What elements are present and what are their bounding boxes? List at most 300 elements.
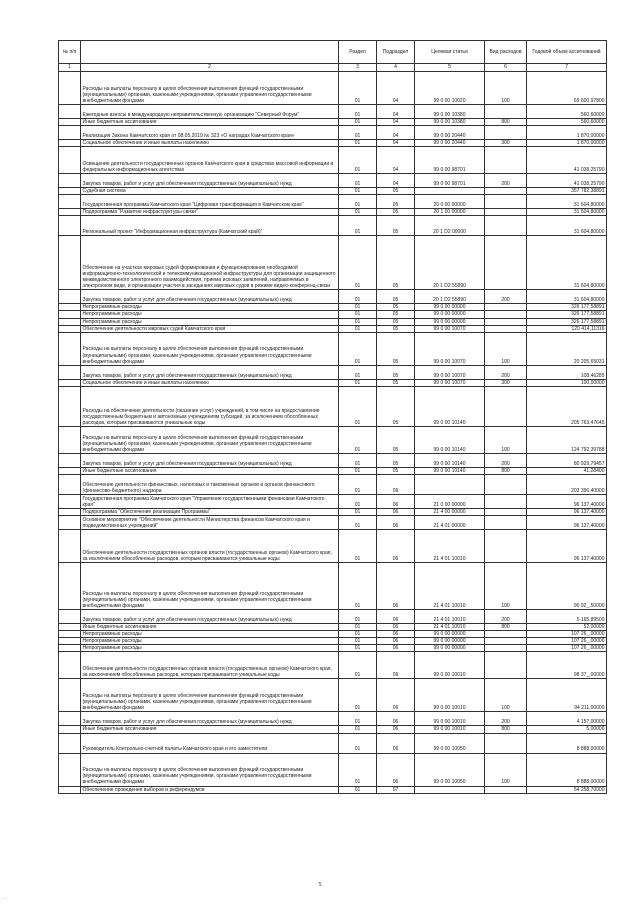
table-row xyxy=(59,508,607,515)
sum-cell: 31 604,80000 xyxy=(527,195,607,209)
csr-cell: 99 0 00 10380 xyxy=(415,105,485,119)
csr-cell: 21 4 00 00000 xyxy=(415,508,485,515)
csr-cell: 99 0 00 10020 xyxy=(415,72,485,105)
csr-cell: 99 0 00 20440 xyxy=(415,126,485,140)
item-name-cell: Закупка товаров, работ и услуг для обеспечения государственных (муниципальных) нужд xyxy=(81,453,339,467)
podrazdel-cell: 06 xyxy=(377,726,415,733)
num-cell xyxy=(59,726,81,733)
table-row xyxy=(59,467,607,474)
table-row xyxy=(59,638,607,645)
vr-cell: 100 xyxy=(485,753,527,786)
sum-cell: 94 211,00000 xyxy=(527,679,607,712)
vr-cell xyxy=(485,304,527,311)
table-row xyxy=(59,311,607,318)
vr-cell xyxy=(485,209,527,216)
item-name-cell: Подпрограмма "Развитие инфраструктуры связи" xyxy=(81,209,339,216)
table-row xyxy=(59,679,607,712)
razdel-cell: 01 xyxy=(339,174,377,188)
podrazdel-cell: 06 xyxy=(377,645,415,652)
table-row xyxy=(59,147,607,174)
sum-cell: 108,46285 xyxy=(527,365,607,379)
vr-cell xyxy=(485,147,527,174)
sum-cell: 31 604,80000 xyxy=(527,209,607,216)
razdel-cell: 01 xyxy=(339,624,377,631)
col-index: 6 xyxy=(485,64,527,72)
vr-cell: 200 xyxy=(485,174,527,188)
item-name-cell: Реализация Закона Камчатского края от 08.05.2019 № 323 «О наградах Камчатского края» xyxy=(81,126,339,140)
sum-cell: 41 038,25790 xyxy=(527,147,607,174)
sum-cell: 100,00000 xyxy=(527,379,607,386)
header-name xyxy=(81,41,339,64)
podrazdel-cell: 05 xyxy=(377,453,415,467)
sum-cell: 31 604,80000 xyxy=(527,216,607,236)
razdel-cell: 01 xyxy=(339,188,377,195)
csr-cell: 99 0 00 00000 xyxy=(415,645,485,652)
num-cell xyxy=(59,195,81,209)
num-cell xyxy=(59,530,81,563)
razdel-cell: 01 xyxy=(339,712,377,726)
item-name-cell: Расходы на выплаты персоналу в целях обеспечения выполнения функций государственными (муниципальными) органами, казенными учреждениями, органами управления государственными внебюджетными фондами xyxy=(81,72,339,105)
csr-cell: 99 0 00 10010 xyxy=(415,726,485,733)
num-cell xyxy=(59,631,81,638)
csr-cell: 20 1 D2 55890 xyxy=(415,290,485,304)
table-row xyxy=(59,516,607,530)
budget-rows xyxy=(59,72,607,794)
vr-cell xyxy=(485,216,527,236)
csr-cell: 99 0 00 10140 xyxy=(415,467,485,474)
podrazdel-cell: 05 xyxy=(377,304,415,311)
vr-cell: 200 xyxy=(485,290,527,304)
sum-cell: 98 37_,00000 xyxy=(527,652,607,679)
podrazdel-cell: 06 xyxy=(377,563,415,610)
podrazdel-cell: 05 xyxy=(377,426,415,453)
csr-cell: 99 0 00 00000 xyxy=(415,631,485,638)
csr-cell: 99 0 00 10010 xyxy=(415,712,485,726)
razdel-cell: 01 xyxy=(339,474,377,494)
table-row xyxy=(59,624,607,631)
razdel-cell: 01 xyxy=(339,119,377,126)
razdel-cell: 01 xyxy=(339,304,377,311)
vr-cell: 300 xyxy=(485,140,527,147)
csr-cell: 21 0 00 00000 xyxy=(415,494,485,508)
item-name-cell: Обеспечение деятельности мировых судей Камчатского края xyxy=(81,325,339,332)
sum-cell: 4 157,00000 xyxy=(527,712,607,726)
vr-cell: 100 xyxy=(485,72,527,105)
sum-cell: 96 137,40000 xyxy=(527,508,607,515)
num-cell xyxy=(59,290,81,304)
table-row xyxy=(59,530,607,563)
csr-cell xyxy=(415,474,485,494)
col-index: 4 xyxy=(377,64,415,72)
num-cell xyxy=(59,610,81,624)
num-cell xyxy=(59,140,81,147)
razdel-cell: 01 xyxy=(339,209,377,216)
num-cell xyxy=(59,209,81,216)
razdel-cell: 01 xyxy=(339,679,377,712)
razdel-cell: 01 xyxy=(339,365,377,379)
num-cell xyxy=(59,733,81,753)
vr-cell xyxy=(485,188,527,195)
table-row xyxy=(59,318,607,325)
csr-cell: 21 4 01 10010 xyxy=(415,530,485,563)
num-cell xyxy=(59,474,81,494)
item-name-cell: Основное мероприятие "Обеспечение деятельности Министерства финансов Камчатского края и подведомственных учреждений" xyxy=(81,516,339,530)
razdel-cell: 01 xyxy=(339,516,377,530)
razdel-cell: 01 xyxy=(339,733,377,753)
podrazdel-cell: 04 xyxy=(377,174,415,188)
podrazdel-cell: 05 xyxy=(377,365,415,379)
razdel-cell: 01 xyxy=(339,379,377,386)
item-name-cell: Иные бюджетные ассигнования xyxy=(81,726,339,733)
table-row xyxy=(59,453,607,467)
item-name-cell: Непрограммные расходы xyxy=(81,631,339,638)
csr-cell: 99 0 00 10070 xyxy=(415,379,485,386)
sum-cell: 205 763,47645 xyxy=(527,386,607,426)
sum-cell: 560,60000 xyxy=(527,119,607,126)
vr-cell xyxy=(485,474,527,494)
table-row xyxy=(59,733,607,753)
num-cell xyxy=(59,563,81,610)
item-name-cell: Обеспечение на участках мировых судей формирования и функционирования необходимой информационно-технологической и телекоммуникационной инфраструктуры для организации защищенного межведомственного электронного взаимодействия, приема исковых заявлений, направляемых в электронном виде, и организации участия в заседаниях мировых судов в режиме видео-конференц-связи xyxy=(81,236,339,290)
podrazdel-cell: 04 xyxy=(377,72,415,105)
table-row xyxy=(59,631,607,638)
sum-cell: 8 888,00000 xyxy=(527,753,607,786)
col-index: 5 xyxy=(415,64,485,72)
sum-cell: 107 26_,00000 xyxy=(527,638,607,645)
table-row xyxy=(59,726,607,733)
razdel-cell: 01 xyxy=(339,631,377,638)
razdel-cell: 01 xyxy=(339,753,377,786)
table-row xyxy=(59,426,607,453)
item-name-cell: Региональный проект "Информационная инфраструктура (Камчатский край)" xyxy=(81,216,339,236)
num-cell xyxy=(59,494,81,508)
item-name-cell: Закупка товаров, работ и услуг для обеспечения государственных (муниципальных) нужд xyxy=(81,712,339,726)
csr-cell: 99 0 00 10380 xyxy=(415,119,485,126)
razdel-cell: 01 xyxy=(339,105,377,119)
podrazdel-cell: 06 xyxy=(377,631,415,638)
razdel-cell: 01 xyxy=(339,563,377,610)
vr-cell xyxy=(485,516,527,530)
item-name-cell: Социальное обеспечение и иные выплаты населению xyxy=(81,379,339,386)
vr-cell: 800 xyxy=(485,726,527,733)
num-cell xyxy=(59,516,81,530)
item-name-cell: Обеспечение деятельности финансовых, налоговых и таможенных органов и органов финансового (финансово-бюджетного) надзора xyxy=(81,474,339,494)
csr-cell xyxy=(415,786,485,793)
item-name-cell: Государственная программа Камчатского края "Управление государственными финансами Камчатского края" xyxy=(81,494,339,508)
sum-cell: 20 205,65031 xyxy=(527,332,607,365)
vr-cell xyxy=(485,530,527,563)
num-cell xyxy=(59,712,81,726)
num-cell xyxy=(59,126,81,140)
table-row xyxy=(59,563,607,610)
csr-cell: 99 0 00 00000 xyxy=(415,318,485,325)
item-name-cell: Расходы на выплаты персоналу в целях обеспечения выполнения функций государственными (муниципальными) органами, казенными учреждениями, органами управления государственными внебюджетными фондами xyxy=(81,332,339,365)
table-row xyxy=(59,474,607,494)
vr-cell: 800 xyxy=(485,467,527,474)
vr-cell xyxy=(485,318,527,325)
item-name-cell: Иные бюджетные ассигнования xyxy=(81,119,339,126)
podrazdel-cell: 06 xyxy=(377,638,415,645)
razdel-cell: 01 xyxy=(339,494,377,508)
csr-cell: 99 0 00 98701 xyxy=(415,147,485,174)
razdel-cell: 01 xyxy=(339,195,377,209)
razdel-cell: 01 xyxy=(339,216,377,236)
podrazdel-cell: 05 xyxy=(377,467,415,474)
podrazdel-cell: 05 xyxy=(377,236,415,290)
sum-cell: 96 137,40000 xyxy=(527,530,607,563)
vr-cell: 200 xyxy=(485,365,527,379)
vr-cell xyxy=(485,733,527,753)
num-cell xyxy=(59,216,81,236)
podrazdel-cell: 05 xyxy=(377,311,415,318)
item-name-cell: Закупка товаров, работ и услуг для обеспечения государственных (муниципальных) нужд xyxy=(81,610,339,624)
sum-cell: 5,00000 xyxy=(527,726,607,733)
item-name-cell: Обеспечение деятельности государственных органов власти (государственных органов) Камчатского края, за исключением обособленных расходов, которым присваиваются уникальные коды xyxy=(81,652,339,679)
vr-cell xyxy=(485,652,527,679)
csr-cell: 21 4 01 10010 xyxy=(415,610,485,624)
sum-cell: 5 165,89500 xyxy=(527,610,607,624)
podrazdel-cell: 06 xyxy=(377,733,415,753)
sum-cell: 1 870,00000 xyxy=(527,140,607,147)
table-row xyxy=(59,753,607,786)
podrazdel-cell: 05 xyxy=(377,216,415,236)
vr-cell: 100 xyxy=(485,332,527,365)
csr-cell: 20 1 00 00000 xyxy=(415,209,485,216)
csr-cell: 99 0 00 00000 xyxy=(415,304,485,311)
razdel-cell: 01 xyxy=(339,638,377,645)
num-cell xyxy=(59,379,81,386)
csr-cell: 99 0 00 10010 xyxy=(415,679,485,712)
header-row xyxy=(59,41,607,64)
num-cell xyxy=(59,147,81,174)
vr-cell: 200 xyxy=(485,453,527,467)
header-summa: Годовой объем ассигнований xyxy=(527,41,607,64)
podrazdel-cell: 04 xyxy=(377,105,415,119)
vr-cell: 100 xyxy=(485,563,527,610)
vr-cell xyxy=(485,631,527,638)
podrazdel-cell: 05 xyxy=(377,209,415,216)
podrazdel-cell: 06 xyxy=(377,712,415,726)
podrazdel-cell: 05 xyxy=(377,379,415,386)
podrazdel-cell: 05 xyxy=(377,188,415,195)
vr-cell xyxy=(485,645,527,652)
podrazdel-cell: 04 xyxy=(377,119,415,126)
item-name-cell: Расходы на выплаты персоналу в целях обеспечения выполнения функций государственными (муниципальными) органами, казенными учреждениями, органами управления государственными внебюджетными фондами xyxy=(81,563,339,610)
vr-cell: 100 xyxy=(485,679,527,712)
sum-cell: 326 177,58891 xyxy=(527,311,607,318)
table-row xyxy=(59,304,607,311)
item-name-cell: Закупка товаров, работ и услуг для обеспечения государственных (муниципальных) нужд xyxy=(81,174,339,188)
num-cell xyxy=(59,119,81,126)
item-name-cell: Непрограммные расходы xyxy=(81,638,339,645)
sum-cell: 31 604,80000 xyxy=(527,290,607,304)
razdel-cell: 01 xyxy=(339,453,377,467)
num-cell xyxy=(59,645,81,652)
podrazdel-cell: 06 xyxy=(377,624,415,631)
sum-cell: 90 92_,50000 xyxy=(527,563,607,610)
num-cell xyxy=(59,325,81,332)
razdel-cell: 01 xyxy=(339,645,377,652)
num-cell xyxy=(59,188,81,195)
razdel-cell: 01 xyxy=(339,147,377,174)
vr-cell xyxy=(485,638,527,645)
item-name-cell: Непрограммные расходы xyxy=(81,318,339,325)
sum-cell: 80 929,79457 xyxy=(527,453,607,467)
vr-cell: 100 xyxy=(485,426,527,453)
podrazdel-cell: 05 xyxy=(377,318,415,325)
csr-cell: 99 0 00 10140 xyxy=(415,386,485,426)
table-row xyxy=(59,140,607,147)
csr-cell: 99 0 00 10070 xyxy=(415,365,485,379)
table-row xyxy=(59,290,607,304)
num-cell xyxy=(59,624,81,631)
budget-sheet xyxy=(58,40,606,794)
podrazdel-cell: 06 xyxy=(377,508,415,515)
sum-cell: 96 137,40000 xyxy=(527,516,607,530)
csr-cell: 20 1 D2 00000 xyxy=(415,216,485,236)
csr-cell: 99 0 00 98701 xyxy=(415,174,485,188)
item-name-cell: Непрограммные расходы xyxy=(81,311,339,318)
podrazdel-cell: 06 xyxy=(377,516,415,530)
vr-cell xyxy=(485,386,527,426)
podrazdel-cell: 05 xyxy=(377,195,415,209)
item-name-cell: Расходы на обеспечение деятельности (оказание услуг) учреждений, в том числе на предоставление государственным бюджетным и автономным учреждениям субсидий, за исключением обособленных расходов, которым присваиваются уникальные коды xyxy=(81,386,339,426)
item-name-cell: Ежегодные взносы в международную неправительственную организацию "Северный Форум" xyxy=(81,105,339,119)
table-row xyxy=(59,610,607,624)
item-name-cell: Расходы на выплаты персоналу в целях обеспечения выполнения функций государственными (муниципальными) органами, казенными учреждениями, органами управления государственными внебюджетными фондами xyxy=(81,426,339,453)
podrazdel-cell: 07 xyxy=(377,786,415,793)
num-cell xyxy=(59,105,81,119)
podrazdel-cell: 04 xyxy=(377,140,415,147)
sum-cell: 560,60000 xyxy=(527,105,607,119)
num-cell xyxy=(59,467,81,474)
podrazdel-cell: 04 xyxy=(377,147,415,174)
num-cell xyxy=(59,453,81,467)
razdel-cell: 01 xyxy=(339,610,377,624)
header-vr: Вид расходов xyxy=(485,41,527,64)
item-name-cell: Подпрограмма "Обеспечение реализации Программы" xyxy=(81,508,339,515)
podrazdel-cell: 05 xyxy=(377,325,415,332)
item-name-cell: Судебная система xyxy=(81,188,339,195)
vr-cell: 200 xyxy=(485,610,527,624)
num-cell xyxy=(59,332,81,365)
num-cell xyxy=(59,638,81,645)
podrazdel-cell: 06 xyxy=(377,610,415,624)
sum-cell: 1 870,00000 xyxy=(527,126,607,140)
csr-cell: 99 0 00 10070 xyxy=(415,325,485,332)
vr-cell xyxy=(485,786,527,793)
item-name-cell: Обеспечение деятельности государственных органов власти (государственных органов) Камчатского края, за исключением обособленных расходов, которым присваиваются уникальные коды xyxy=(81,530,339,563)
csr-cell: 20 0 00 00000 xyxy=(415,195,485,209)
vr-cell: 200 xyxy=(485,712,527,726)
header-podrazdel: Подраздел xyxy=(377,41,415,64)
razdel-cell: 01 xyxy=(339,126,377,140)
razdel-cell: 01 xyxy=(339,311,377,318)
item-name-cell: Непрограммные расходы xyxy=(81,645,339,652)
csr-cell: 21 4 01 00000 xyxy=(415,516,485,530)
item-name-cell: Освещение деятельности государственных органов Камчатского края в средствах массовой информации и федеральных информационных агентствах xyxy=(81,147,339,174)
vr-cell: 800 xyxy=(485,624,527,631)
sum-cell: 41 038,25790 xyxy=(527,174,607,188)
budget-table xyxy=(58,40,607,794)
col-index: 7 xyxy=(527,64,607,72)
table-row xyxy=(59,652,607,679)
table-row xyxy=(59,174,607,188)
sum-cell: 96 137,40000 xyxy=(527,494,607,508)
item-name-cell: Непрограммные расходы xyxy=(81,304,339,311)
sum-cell: 31 604,80000 xyxy=(527,236,607,290)
razdel-cell: 01 xyxy=(339,72,377,105)
vr-cell xyxy=(485,508,527,515)
num-cell xyxy=(59,318,81,325)
item-name-cell: Закупка товаров, работ и услуг для обеспечения государственных (муниципальных) нужд xyxy=(81,290,339,304)
vr-cell: 300 xyxy=(485,379,527,386)
sum-cell: 203 396,40000 xyxy=(527,474,607,494)
podrazdel-cell: 05 xyxy=(377,332,415,365)
table-row xyxy=(59,645,607,652)
razdel-cell: 01 xyxy=(339,290,377,304)
csr-cell xyxy=(415,188,485,195)
item-name-cell: Социальное обеспечение и иные выплаты населению xyxy=(81,140,339,147)
num-cell xyxy=(59,174,81,188)
item-name-cell: Расходы на выплаты персоналу в целях обеспечения выполнения функций государственными (муниципальными) органами, казенными учреждениями, органами управления государственными внебюджетными фондами xyxy=(81,679,339,712)
sum-cell: 54 258,70000 xyxy=(527,786,607,793)
header-num: № п/п xyxy=(59,41,81,64)
sum-cell: 107 26_,00000 xyxy=(527,631,607,638)
table-row xyxy=(59,332,607,365)
razdel-cell: 01 xyxy=(339,236,377,290)
page-number: 5 xyxy=(318,882,322,888)
csr-cell: 99 0 00 10140 xyxy=(415,426,485,453)
item-name-cell: Иные бюджетные ассигнования xyxy=(81,467,339,474)
table-row xyxy=(59,386,607,426)
item-name-cell: Закупка товаров, работ и услуг для обеспечения государственных (муниципальных) нужд xyxy=(81,365,339,379)
csr-cell: 99 0 00 20440 xyxy=(415,140,485,147)
sum-cell: 357 782,38891 xyxy=(527,188,607,195)
razdel-cell: 01 xyxy=(339,786,377,793)
podrazdel-cell: 05 xyxy=(377,290,415,304)
csr-cell: 99 0 00 00000 xyxy=(415,638,485,645)
podrazdel-cell: 06 xyxy=(377,530,415,563)
razdel-cell: 01 xyxy=(339,140,377,147)
item-name-cell: Расходы на выплаты персоналу в целях обеспечения выполнения функций государственными (муниципальными) органами, казенными учреждениями, органами управления государственными внебюджетными фондами xyxy=(81,753,339,786)
col-index: 1 xyxy=(59,64,81,72)
podrazdel-cell: 05 xyxy=(377,386,415,426)
podrazdel-cell: 06 xyxy=(377,494,415,508)
sum-cell: 107 26_,00000 xyxy=(527,645,607,652)
table-row xyxy=(59,786,607,793)
csr-cell: 20 1 D2 55890 xyxy=(415,236,485,290)
csr-cell: 99 0 00 10050 xyxy=(415,733,485,753)
num-cell xyxy=(59,72,81,105)
razdel-cell: 01 xyxy=(339,652,377,679)
vr-cell xyxy=(485,105,527,119)
razdel-cell: 01 xyxy=(339,467,377,474)
item-name-cell: Иные бюджетные ассигнования xyxy=(81,624,339,631)
item-name-cell: Государственная программа Камчатского края "Цифровая трансформация в Камчатском крае" xyxy=(81,195,339,209)
num-cell xyxy=(59,652,81,679)
num-cell xyxy=(59,236,81,290)
csr-cell: 99 0 00 10140 xyxy=(415,453,485,467)
vr-cell: 800 xyxy=(485,119,527,126)
podrazdel-cell: 06 xyxy=(377,652,415,679)
table-row xyxy=(59,126,607,140)
vr-cell xyxy=(485,236,527,290)
header-razdel: Раздел xyxy=(339,41,377,64)
header-csr: Целевая статья xyxy=(415,41,485,64)
sum-cell: 120 414,11316 xyxy=(527,325,607,332)
vr-cell xyxy=(485,325,527,332)
